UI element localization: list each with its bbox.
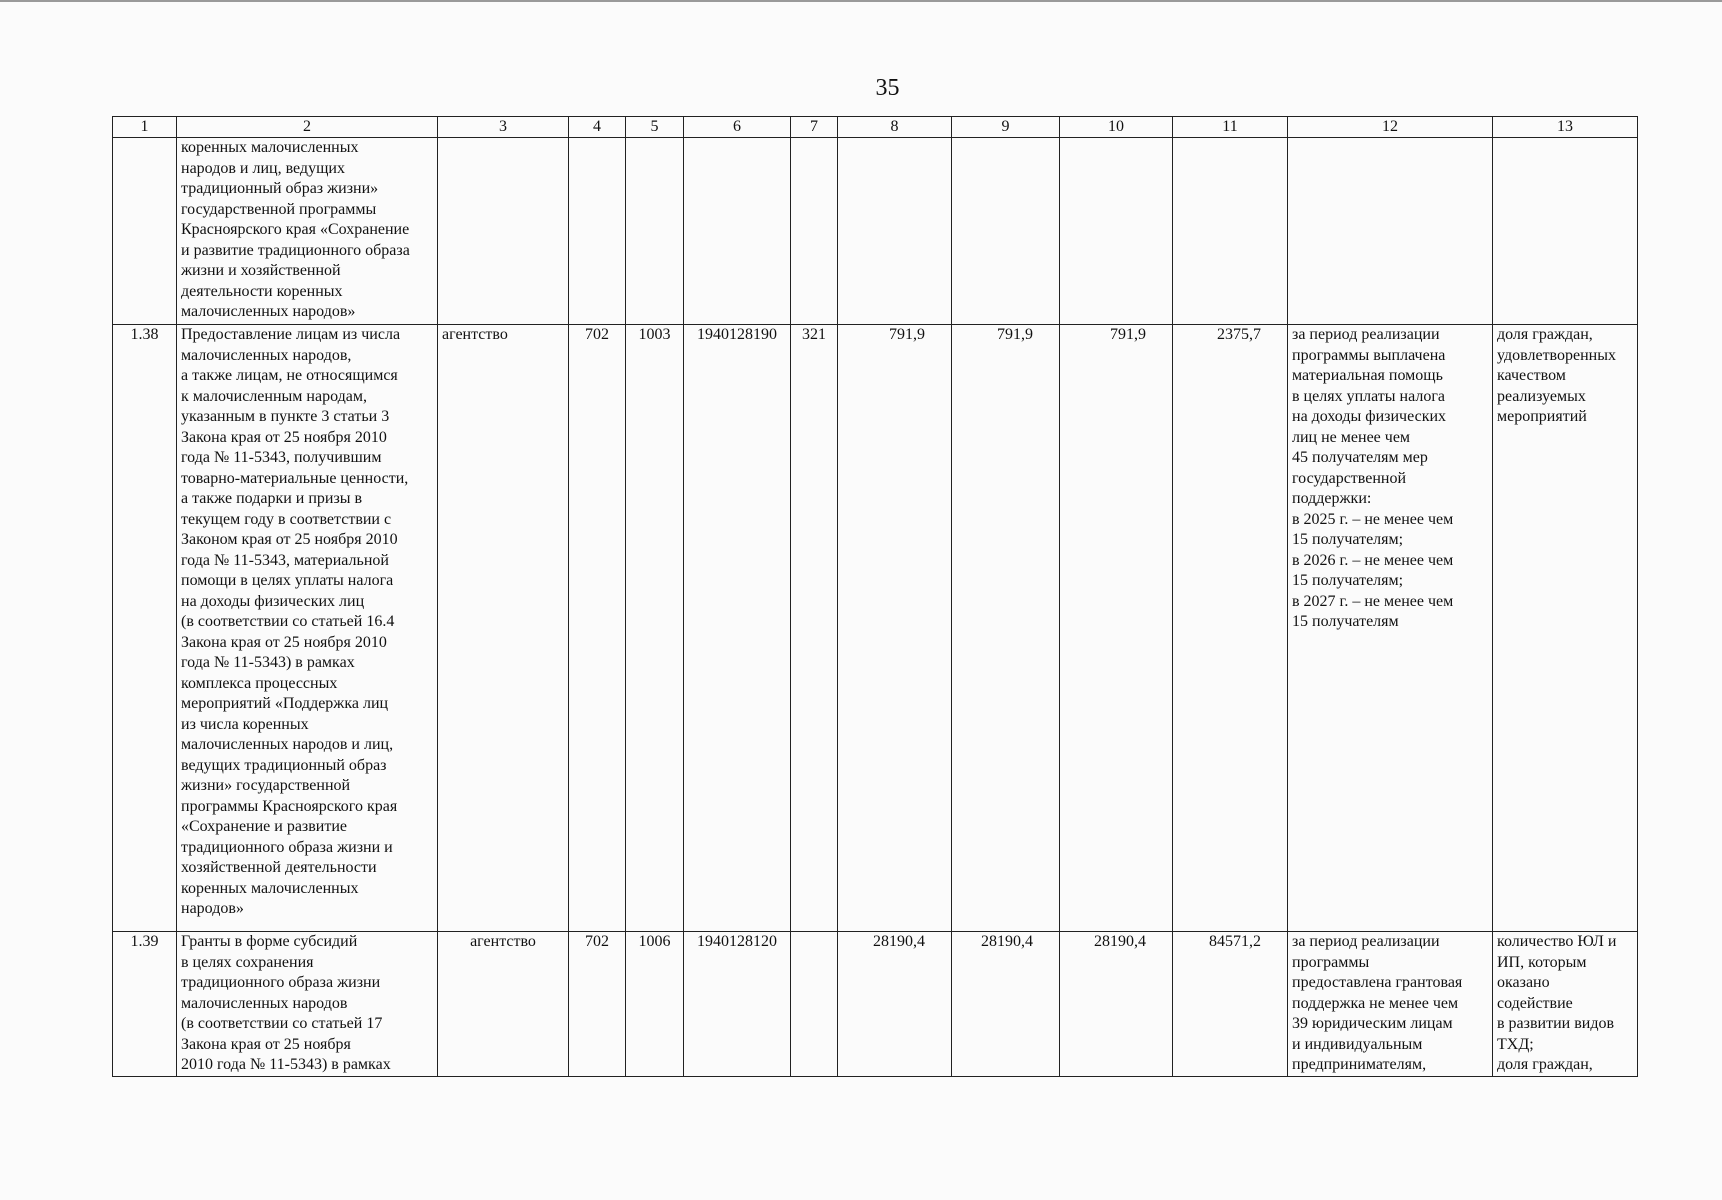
target-article-cell bbox=[684, 138, 791, 325]
table-row bbox=[113, 932, 1638, 1077]
amount-2027-cell: 791,9 bbox=[1060, 325, 1173, 932]
executor-cell: агентство bbox=[438, 932, 569, 1077]
expense-type-cell: 321 bbox=[791, 325, 838, 932]
target-article-cell: 1940128190 bbox=[684, 325, 791, 932]
column-number: 7 bbox=[791, 117, 838, 138]
column-number: 11 bbox=[1173, 117, 1288, 138]
amount-2027-cell bbox=[1060, 138, 1173, 325]
program-table bbox=[112, 116, 1638, 1077]
amount-total-cell bbox=[1173, 138, 1288, 325]
column-number: 4 bbox=[569, 117, 626, 138]
scan-top-edge bbox=[0, 0, 1722, 2]
item-number-cell bbox=[113, 138, 177, 325]
amount-2025-cell: 791,9 bbox=[838, 325, 952, 932]
item-number-cell: 1.38 bbox=[113, 325, 177, 932]
indicator-cell bbox=[1493, 138, 1638, 325]
item-description-cell: Гранты в форме субсидий в целях сохранения традиционного образа жизни малочисленных народов (в соответствии со статьей 17 Закона края от 25 ноября 2010 года № 11-5343) в рамках bbox=[177, 932, 438, 1077]
column-number: 1 bbox=[113, 117, 177, 138]
amount-total-cell: 84571,2 bbox=[1173, 932, 1288, 1077]
indicator-cell: количество ЮЛ и ИП, которым оказано содействие в развитии видов ТХД; доля граждан, bbox=[1493, 932, 1638, 1077]
expected-result-cell: за период реализации программы предоставлена грантовая поддержка не менее чем 39 юридическим лицам и индивидуальным предпринимателям, bbox=[1288, 932, 1493, 1077]
column-number: 10 bbox=[1060, 117, 1173, 138]
amount-total-cell: 2375,7 bbox=[1173, 325, 1288, 932]
grbs-code-cell: 702 bbox=[569, 325, 626, 932]
expense-type-cell bbox=[791, 138, 838, 325]
table-row bbox=[113, 325, 1638, 932]
executor-cell bbox=[438, 138, 569, 325]
table-row bbox=[113, 138, 1638, 325]
item-description-cell: Предоставление лицам из числа малочисленных народов, а также лицам, не относящимся к малочисленным народам, указанным в пункте 3 статьи 3 Закона края от 25 ноября 2010 года № 11-5343, получившим товарно-материальные ценности, а также подарки и призы в текущем году в соответствии с Законом края от 25 ноября 2010 года № 11-5343, материальной помощи в целях уплаты налога на доходы физических лиц (в соответствии со статьей 16.4 Закона края от 25 ноября 2010 года № 11-5343) в рамках комплекса процессных мероприятий «Поддержка лиц из числа коренных малочисленных народов и лиц, ведущих традиционный образ жизни» государственной программы Красноярского края «Сохранение и развитие традиционного образа жизни и хозяйственной деятельности коренных малочисленных народов» bbox=[177, 325, 438, 932]
column-number: 8 bbox=[838, 117, 952, 138]
amount-2027-cell: 28190,4 bbox=[1060, 932, 1173, 1077]
section-code-cell: 1003 bbox=[626, 325, 684, 932]
grbs-code-cell: 702 bbox=[569, 932, 626, 1077]
expected-result-cell bbox=[1288, 138, 1493, 325]
column-number: 13 bbox=[1493, 117, 1638, 138]
column-number: 5 bbox=[626, 117, 684, 138]
amount-2025-cell bbox=[838, 138, 952, 325]
column-number-row bbox=[113, 117, 1638, 138]
column-number: 6 bbox=[684, 117, 791, 138]
amount-2026-cell: 791,9 bbox=[952, 325, 1060, 932]
column-number: 2 bbox=[177, 117, 438, 138]
amount-2026-cell: 28190,4 bbox=[952, 932, 1060, 1077]
indicator-cell: доля граждан, удовлетворенных качеством реализуемых мероприятий bbox=[1493, 325, 1638, 932]
amount-2025-cell: 28190,4 bbox=[838, 932, 952, 1077]
item-number-cell: 1.39 bbox=[113, 932, 177, 1077]
section-code-cell: 1006 bbox=[626, 932, 684, 1077]
amount-2026-cell bbox=[952, 138, 1060, 325]
column-number: 12 bbox=[1288, 117, 1493, 138]
page-number: 35 bbox=[875, 75, 900, 101]
expected-result-cell: за период реализации программы выплачена материальная помощь в целях уплаты налога на доходы физических лиц не менее чем 45 получателям мер государственной поддержки: в 2025 г. – не менее чем 15 получателям; в 2026 г. – не менее чем 15 получателям; в 2027 г. – не менее чем 15 получателям bbox=[1288, 325, 1493, 932]
column-number: 9 bbox=[952, 117, 1060, 138]
item-description-cell: коренных малочисленных народов и лиц, ведущих традиционный образ жизни» государственной программы Красноярского края «Сохранение и развитие традиционного образа жизни и хозяйственной деятельности коренных малочисленных народов» bbox=[177, 138, 438, 325]
section-code-cell bbox=[626, 138, 684, 325]
grbs-code-cell bbox=[569, 138, 626, 325]
executor-cell: агентство bbox=[438, 325, 569, 932]
target-article-cell: 1940128120 bbox=[684, 932, 791, 1077]
expense-type-cell bbox=[791, 932, 838, 1077]
column-number: 3 bbox=[438, 117, 569, 138]
